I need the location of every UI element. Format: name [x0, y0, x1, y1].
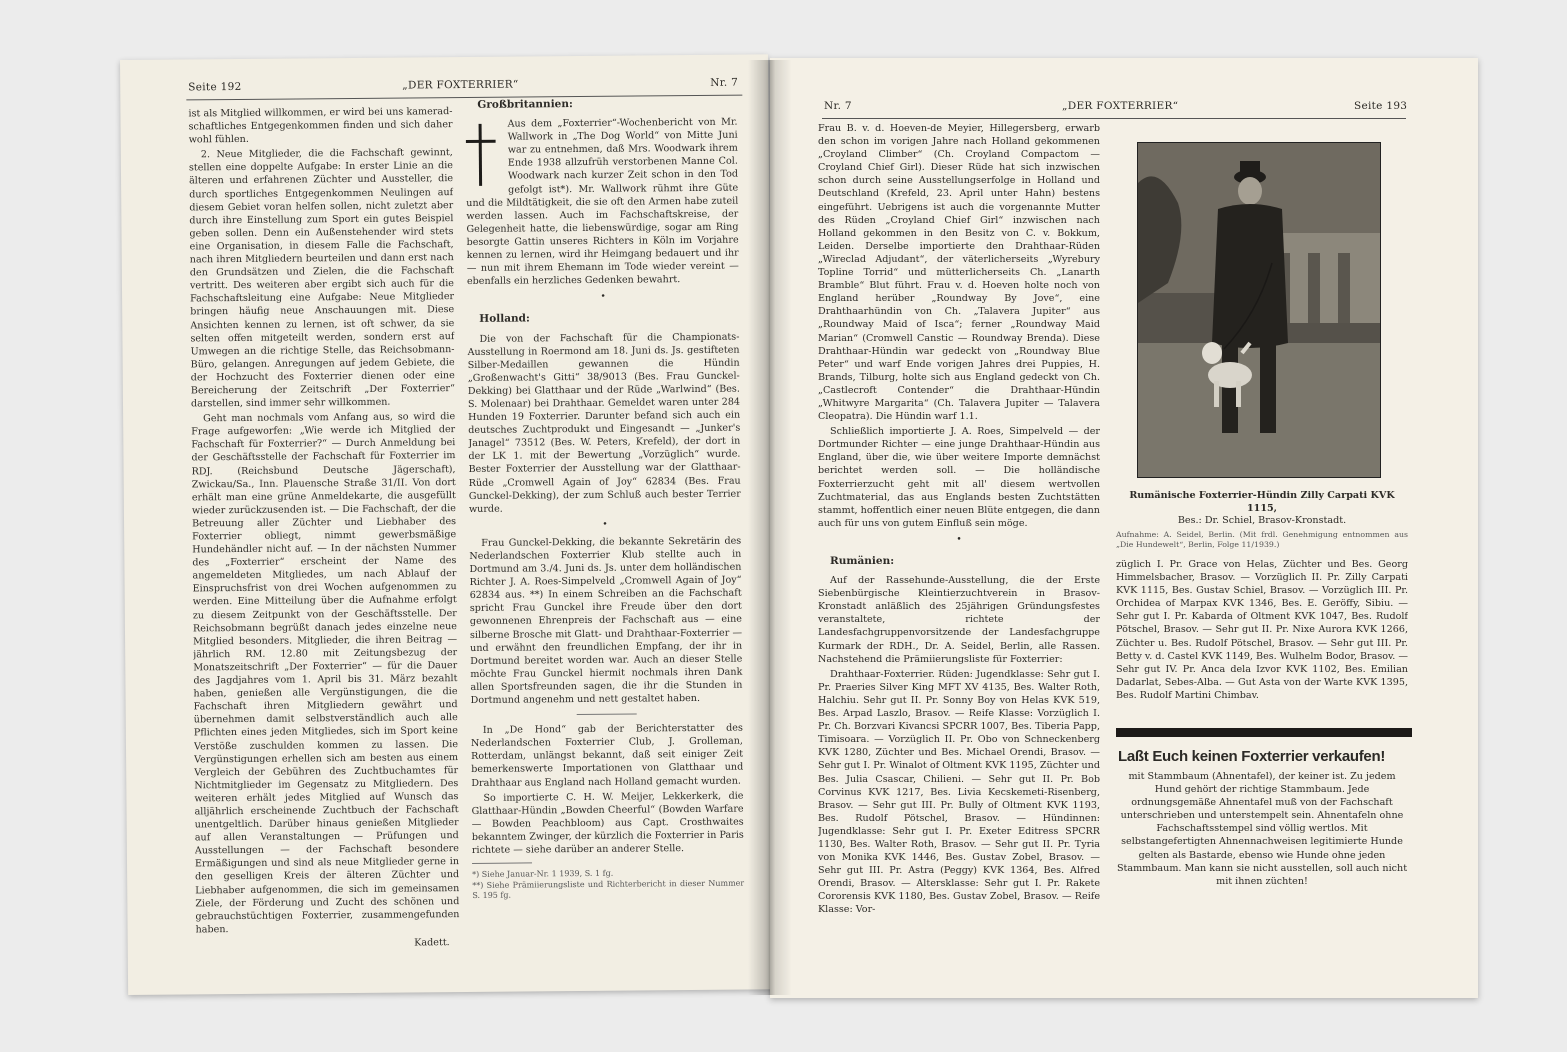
footnote-1: *) Siehe Januar-Nr. 1 1939, S. 1 fg.: [472, 868, 614, 880]
signature: Kadett.: [414, 937, 450, 949]
caption-title: Rumänische Foxterrier-Hündin Zilly Carpati KVK 1115,: [1129, 490, 1395, 514]
separator-rule: [577, 714, 637, 716]
issue-number-right: Nr. 7: [824, 100, 852, 112]
photo-image: [1138, 143, 1380, 477]
separator-dot: •: [956, 534, 962, 545]
mourning-cross-icon: [466, 122, 497, 188]
paragraph: Drahthaar-Foxterrier. Rüden: Jugendklasse: Sehr gut I. Pr. Praeries Silver King MFT XV 4135, Bes. Walter Roth, Halchiu. Sehr gut II. Pr. Sonny Boy von Helas KVK 519, Bes. Arpad Laszlo, Brasov. — Reife Klasse: Vorzüglich I. Pr. Ch. Borzvari Kivancsi SPCRR 1007, Bes. Tiberia Papp, Timisoara. — Vorzüglich II. Pr. Obo von Schneckenberg KVK 1280, Züchter und Bes. Michael Orendi, Brasov. — Sehr gut I. Pr. Winalot of Oltment KVK 1195, Züchter und Bes. Julia Csascar, Chilieni. — Sehr gut II. Pr. Bob Corvinus KVK 1217, Bes. Livia Kecskemeti-Risenberg, Brasov. — Sehr gut III. Pr. Bully of Oltment KVK 1193, Bes. Rudolf Pötschel, Brasov. — Hündinnen: Jugendklasse: Sehr gut I. Pr. Exeter Editress SPCRR 1130, Bes. Walter Roth, Brasov. — Sehr gut II. Pr. Tyria von Monika KVK 1446, Bes. Gustav Zobel, Brasov. — Sehr gut III. Pr. Astra (Peggy) KVK 1364, Bes. Alfred Orendi, Brasov. — Altersklasse: Sehr gut I. Pr. Rakete Cororensis KVK 1180, Bes. Gustav Zobel, Brasov. — Reife Klasse: Vor-: [818, 668, 1100, 916]
right-column-1: [818, 122, 1100, 972]
advert-top-bar: [1116, 728, 1412, 737]
paragraph: So importierte C. H. W. Meijer, Lekkerkerk, die Glatthaar-Hündin „Bowden Cheerful“ (Bowden Warfare — Bowden Peachbloom) aus Capt. Crosthwaites bekanntem Zwinger, der kürzlich die Foxterrier in Paris richtete — siehe darüber an anderer Stelle.: [471, 790, 744, 856]
paragraph: Frau Gunckel-Dekking, die bekannte Sekretärin des Nederlandschen Foxterrier Klub stellte auch in Dortmund am 3./4. Juni ds. Js. unter dem holländischen Richter J. A. Roes-Simpelveld „Cromwell Again of Joy“ 62834 aus. **) In einem Schreiben an die Fachschaft spricht Frau Gunckel ihre Freude über den dort gewonnenen Ehrenpreis der Fachschaft aus — eine silberne Brosche mit Glatt- und Drahthaar-Foxterrier — und erwähnt den freundlichen Empfang, der ihr in Dortmund bereitet worden war. Auch an dieser Stelle möchte Frau Gunckel hiermit nochmals ihren Dank allen Sportsfreunden sagen, die ihr die Stunden in Dortmund angenehm und nett gestaltet haben.: [469, 535, 743, 706]
left-column-2: [465, 97, 744, 959]
photo-man-with-foxterrier: [1137, 142, 1381, 478]
section-heading-nl: Holland:: [479, 312, 530, 326]
right-page: [770, 58, 1478, 998]
photo-caption: [1116, 490, 1408, 551]
left-page: [120, 54, 776, 995]
paragraph: In „De Hond“ gab der Berichterstatter des Nederlandschen Foxterrier Club, J. Grolleman, Rotterdam, unlängst bekannt, daß seit einiger Zeit bemerkenswerte Importationen von Glatthaar und Drahthaar aus England nach Holland gemacht wurden.: [470, 722, 744, 789]
section-heading-gb: Großbritannien:: [477, 98, 573, 111]
paragraph: Auf der Rassehunde-Ausstellung, die der Erste Siebenbürgische Kleintierzuchtverein in Brasov-Kronstadt anläßlich des 25jährigen Gründungsfestes veranstaltete, richtete der Landesfachgruppenvorsitzende der Landesfachgruppe Kurmark der RDH., Dr. A. Seidel, Berlin, alle Rassen. Nachstehend die Prämiierungsliste für Foxterrier:: [818, 575, 1100, 665]
footnote-2: **) Siehe Prämiierungsliste und Richterbericht in dieser Nummer S. 195 fg.: [472, 878, 745, 901]
paragraph: Geht man nochmals vom Anfang aus, so wird die Frage aufgeworfen: „Wie werde ich Mitglied der Fachschaft für Foxterrier?“ — Durch Anmeldung bei der Geschäftsstelle der Fachschaft für Foxterrier im RDJ. (Reichsbund Deutsche Jägerschaft), Zwickau/Sa., Inn. Plauensche Straße 31/II. Von dort erhält man eine grüne Anmeldekarte, die ausgefüllt wieder zurückzusenden ist. — Die Fachschaft, der die Betreuung aller Züchter und Liebhaber des Foxterrier obliegt, nimmt gewerbsmäßige Hundehändler nicht auf. — In der nächsten Nummer des „Foxterrier“ erscheint der Name des angemeldeten Mitgliedes, um nach Ablauf der Einspruchsfrist von drei Wochen aufgenommen zu werden. Eine Mitteilung über die Aufnahme erfolgt zu diesem Zeitpunkt von der Geschäftsstelle. Der Reichsobmann begrüßt danach jedes einzelne neue Mitglied besonders. Mitglieder, die ihren Beitrag — jährlich RM. 12.80 mit Zeitungsbezug der Monatszeitschrift „Der Foxterrier“ — für die Dauer des Jagdjahres vom 1. April bis 31. März bezahlt haben, genießen alle Vergünstigungen, die die Fachschaft ihren Mitgliedern gewährt und übernehmen damit selbstverständlich auch alle Pflichten eines jeden Mitgliedes, sich im Sport keine Verstöße zuschulden kommen zu lassen. Die Vergünstigungen erhellen sich am besten aus einem Vergleich der Gebühren des Zuchtbuchamtes für Nichtmitglieder im Gegensatz zu Mitgliedern. Des weiteren erhält jedes Mitglied auf Wunsch das alljährlich erscheinende Zuchtbuch der Fachschaft unentgeltlich. Darüber hinaus genießen Mitglieder auf allen Veranstaltungen — Prüfungen und Ausstellungen — der Fachschaft besondere Ermäßigungen und sind als neue Mitglieder gerne in den geselligen Kreis der älteren Züchter und Liebhaber aufgenommen, die sich im gemeinsamen Ziele, der Förderung und Zucht des schönen und gebrauchstüchtigen Foxterrier, zusammengefunden haben.: [191, 411, 460, 936]
advert-text: mit Stammbaum (Ahnentafel), der keiner ist. Zu jedem Hund gehört der richtige Stammbaum. Jede ordnungsgemäße Ahnentafel muß von der Fachschaft unterschrieben und unterstempelt sein. Ahnentafeln ohne Fachschaftsstempel sind völlig wertlos. Mit selbstangefertigten Ahnennachweisen legitimierte Hunde gelten als Bastarde, ebenso wie Hunde ohne jeden Stammbaum. Man kann sie nicht ausstellen, soll auch nicht mit ihnen züchten!: [1116, 771, 1408, 887]
paragraph: Frau B. v. d. Hoeven-de Meyier, Hillegersberg, erwarb den schon im vorigen Jahre nach Holland gekommenen „Croyland Climber“ (Ch. Croyland Compactom — Croyland Chief Girl). Dieser Rüde hat sich inzwischen schon durch seine Ausstellungserfolge in Holland und Deutschland (Krefeld, 23. April unter Hahn) bestens eingeführt. Uebrigens ist auch die vorgenannte Mutter des Rüden „Croyland Chief Girl“ inzwischen nach Holland gekommen in den Besitz von C. v. Bokkum, Leiden. Derselbe importierte den Drahthaar-Rüden „Wireclad Adjudant“, der väterlicherseits „Wyrebury Topline Torrid“ und mütterlicherseits Ch. „Lanarth Bramble“ Blut führt. Frau v. d. Hoeven holte noch von England herüber „Roundway By Jove“, eine Drahthaarhündin von Ch. „Talavera Jupiter“ aus „Roundway Maid of Isca“; ferner „Roundway Maid Marian“ (Cromwell Canstic — Roundway Brenda). Diese Drahthaar-Hündin war gedeckt von „Roundway Blue Peter“ und warf Ende vorigen Jahres drei Puppies, H. Brands, Tilburg, holte sich aus England gedeckt von Ch. „Castlecroft Contender“ die Drahthaar-Hündin „Whitwyre Margarita“ (Ch. Talavera Jupiter — Talavera Cleopatra). Die Hündin warf 1.1.: [818, 123, 1100, 423]
section-heading-ro: Rumänien:: [830, 555, 895, 567]
footnote-rule: [472, 862, 532, 864]
issue-number-left: Nr. 7: [710, 76, 739, 89]
advert-headline: Laßt Euch keinen Foxterrier verkaufen!: [1118, 748, 1386, 765]
paragraph: Schließlich importierte J. A. Roes, Simpelveld — der Dortmunder Richter — eine junge Drahthaar-Hündin aus England, über die, wie über weitere Importe demnächst berichtet werden soll. — Die holländische Foxterrierzucht geht mit all' diesem wertvollen Zuchtmaterial, das aus Englands besten Zuchtstätten stammt, hoffentlich einer neuen Blüte entgegen, die dann auch für uns von gutem Einfluß sein möge.: [818, 426, 1100, 529]
paragraph: Die von der Fachschaft für die Championats-Ausstellung in Roermond am 18. Juni ds. Js. gestifteten Silber-Medaillen gewannen die Hündin „Großenwacht's Gitti“ 38/9013 (Bes. Frau Gunckel-Dekking) bei Glatthaar und der Rüde „Warlwind“ (Bes. S. Molenaar) bei Drahthaar. Gemeldet waren unter 284 Hunden 19 Foxterrier. Darunter befand sich auch ein deutsches Zuchtprodukt und Eingesandt — „Junker's Janagel“ 73512 (Bes. W. Peters, Krefeld), der dort in der LK 1. mit der Bewertung „Vorzüglich“ wurde. Bester Foxterrier der Ausstellung war der Glatthaar-Rüde „Cromwell Again of Joy“ 62834 (Bes. Frau Gunckel-Dekking), der zum Schluß auch bester Terrier wurde.: [467, 331, 741, 515]
caption-credit: Aufnahme: A. Seidel, Berlin. (Mit frdl. Genehmigung entnommen aus „Die Hundewelt“, Berlin, Folge 11/1939.): [1116, 529, 1408, 549]
header-rule-right: [822, 118, 1406, 119]
paragraph: Aus dem „Foxterrier“-Wochenbericht von Mr. Wallwork in „The Dog World“ von Mitte Juni war zu entnehmen, daß Mrs. Woodwark ihrem Ende 1938 allzufrüh verstorbenen Manne Col. Woodwark nach kurzer Zeit schon in den Tod gefolgt ist*). Mr. Wallwork rühmt ihre Güte und die Mildtätigkeit, die sie oft den Armen habe zuteil werden lassen. Auch im Fachschaftskreise, der Gelegenheit hatte, die liebenswürdige, sogar am Ring besorgte Gattin unseres Richters in Köln im Vorjahre kennen zu lernen, wird ihr Heimgang bedauert und ihr — nun mit ihrem Ehemann im Tode wieder vereint — ebenfalls ein herzliches Gedenken bewahrt.: [466, 116, 739, 288]
separator-dot: •: [602, 519, 608, 530]
separator-dot: •: [600, 292, 606, 303]
paragraph: 2. Neue Mitglieder, die die Fachschaft gewinnt, stellen eine doppelte Aufgabe: In erster Linie an die älteren und erfahrenen Züchter und Aussteller, die durch sportliches Entgegenkommen Neulingen auf diesem Gebiet voran helfen sollen, nicht zuletzt aber durch ihre Einstellung zum Sport ein gutes Beispiel geben sollen. Denn ein Außenstehender wird stets eine Organisation, in diesem Falle die Fachschaft, nach ihren Mitgliedern beurteilen und dann erst nach den Grundsätzen und Zielen, die die Fachschaft vertritt. Des weiteren aber ergibt sich auch für die Fachschaftsleitung eine Aufgabe: Neue Mitglieder bringen häufig neue Anschauungen mit. Diese Ansichten kennen zu lernen, ist oft schwer, da sie selten offen mitgeteilt werden, sondern erst auf Umwegen an die richtige Stelle, das Reichsobmann-Büro, gelangen. Anregungen auf jedem Gebiete, die der Hochzucht des Foxterrier dienen oder eine Bereicherung der Zeitschrift „Der Foxterrier“ darstellen, sind immer sehr willkommen.: [188, 147, 455, 410]
advert-body: [1116, 770, 1408, 940]
left-column-1: [188, 105, 459, 967]
running-title-left: „DER FOXTERRIER“: [402, 78, 519, 92]
page-number-right: Seite 193: [1354, 100, 1408, 112]
paragraph: züglich I. Pr. Grace von Helas, Züchter und Bes. Georg Himmelsbacher, Brasov. — Vorzüglich II. Pr. Zilly Carpati KVK 1115, Bes. Gustav Schiel, Brasov. — Vorzüglich III. Pr. Orchidea of Marpax KVK 1346, Bes. E. Geröffy, Sibiu. — Sehr gut I. Pr. Kabarda of Oltment KVK 1047, Bes. Rudolf Pötschel, Brasov. — Sehr gut II. Pr. Nixe Aurora KVK 1266, Züchter u. Bes. Rudolf Pötschel, Brasov. — Sehr gut III. Pr. Betty v. d. Castel KVK 1149, Bes. Wulhelm Bodor, Brasov. — Sehr gut IV. Pr. Anca dela Izvor KVK 1102, Bes. Emilian Dadarlat, Sebes-Alba. — Gut Asta von der Warte KVK 1395, Bes. Rudolf Martini Chimbav.: [1116, 559, 1408, 701]
caption-owner: Bes.: Dr. Schiel, Brasov-Kronstadt.: [1177, 515, 1347, 526]
paragraph: ist als Mitglied willkommen, er wird bei uns kamerad-schaftliches Entgegenkommen finden und sich daher wohl fühlen.: [188, 106, 453, 146]
right-column-2: [1116, 558, 1408, 708]
running-title-right: „DER FOXTERRIER“: [1062, 100, 1179, 112]
page-number-left: Seite 192: [188, 80, 242, 94]
